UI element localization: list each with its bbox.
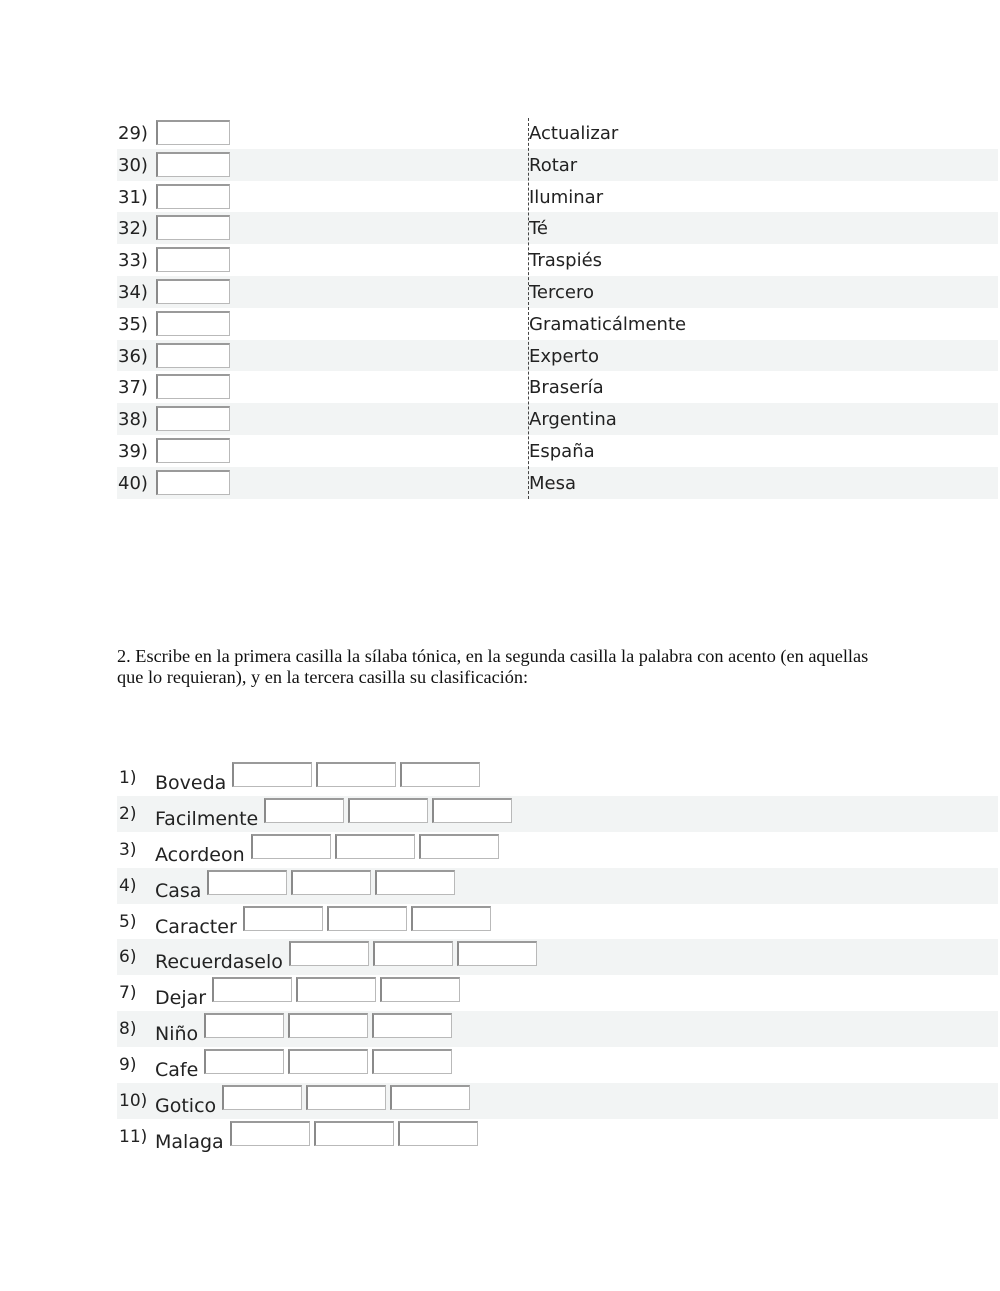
accented-word-input[interactable] (291, 870, 371, 895)
row-number: 1) (119, 768, 137, 788)
word-label: Boveda (155, 772, 227, 794)
exercise-row (117, 1047, 998, 1083)
instructions-text: 2. Escribe en la primera casilla la sílaba tónica, en la segunda casilla la palabra con acento (en aquellas que lo requieran), y en la tercera casilla su clasificación: (117, 646, 869, 687)
row-number: 33) (118, 250, 148, 272)
answer-box-group (204, 1013, 456, 1038)
classification-input[interactable] (372, 1013, 452, 1038)
match-row (117, 212, 998, 244)
word-label: Recuerdaselo (155, 951, 283, 974)
word-label: Té (529, 218, 549, 240)
word-label: Malaga (155, 1130, 224, 1153)
answer-box-group (264, 798, 516, 823)
exercise-row (117, 760, 998, 796)
match-row (117, 340, 998, 372)
answer-box-group (207, 870, 459, 895)
answer-box-group (212, 977, 464, 1002)
answer-input[interactable] (156, 470, 230, 495)
accented-word-input[interactable] (306, 1085, 386, 1110)
word-label: Gramaticálmente (529, 313, 687, 335)
match-row (117, 276, 998, 308)
answer-input[interactable] (156, 374, 230, 399)
column-divider (528, 118, 529, 499)
answer-box-group (204, 1049, 456, 1074)
answer-box-group (243, 906, 495, 931)
answer-box-group (289, 941, 541, 966)
row-number: 5) (119, 911, 137, 932)
word-label: Facilmente (155, 807, 259, 830)
answer-box-group (251, 834, 503, 859)
accented-word-input[interactable] (373, 941, 453, 966)
word-label: Casa (155, 879, 202, 902)
answer-input[interactable] (156, 438, 230, 463)
accented-word-input[interactable] (327, 906, 407, 931)
accented-word-input[interactable] (314, 1121, 394, 1146)
tonic-syllable-input[interactable] (264, 798, 344, 823)
word-label: Traspiés (529, 250, 603, 272)
row-number: 39) (118, 440, 148, 462)
exercise-row (117, 796, 998, 832)
word-label: Brasería (529, 377, 604, 399)
tonic-syllable-input[interactable] (289, 941, 369, 966)
word-label: Dejar (155, 987, 207, 1010)
row-number: 38) (118, 409, 148, 431)
word-label: Caracter (155, 915, 237, 938)
answer-box-group (230, 1121, 482, 1146)
classification-input[interactable] (432, 798, 512, 823)
classification-input[interactable] (411, 906, 491, 931)
word-label: Actualizar (529, 123, 619, 144)
answer-input[interactable] (156, 247, 230, 272)
exercise-row (117, 832, 998, 868)
classification-input[interactable] (372, 1049, 452, 1074)
row-number: 31) (118, 186, 148, 208)
accented-word-input[interactable] (288, 1013, 368, 1038)
answer-box-group (222, 1085, 474, 1110)
tonic-syllable-input[interactable] (251, 834, 331, 859)
row-number: 35) (118, 313, 148, 335)
word-label: Rotar (529, 154, 578, 176)
answer-input[interactable] (156, 343, 230, 368)
tonic-syllable-input[interactable] (243, 906, 323, 931)
answer-input[interactable] (156, 279, 230, 304)
word-label: Iluminar (529, 186, 604, 208)
tonic-syllable-input[interactable] (232, 762, 312, 787)
word-label: Tercero (529, 281, 595, 303)
tonic-syllable-input[interactable] (204, 1049, 284, 1074)
word-label: Cafe (155, 1059, 199, 1082)
classification-input[interactable] (400, 762, 480, 787)
row-number: 3) (119, 839, 137, 860)
exercise-row (117, 975, 998, 1011)
classification-input[interactable] (390, 1085, 470, 1110)
answer-input[interactable] (156, 311, 230, 336)
accented-word-input[interactable] (316, 762, 396, 787)
row-number: 7) (119, 983, 137, 1004)
word-label: Argentina (529, 409, 617, 431)
classification-input[interactable] (419, 834, 499, 859)
classification-input[interactable] (380, 977, 460, 1002)
row-number: 40) (118, 472, 148, 494)
classification-input[interactable] (457, 941, 537, 966)
row-number: 32) (118, 218, 148, 240)
matching-list (117, 117, 998, 499)
tonic-syllable-input[interactable] (212, 977, 292, 1002)
answer-input[interactable] (156, 152, 230, 177)
row-number: 10) (119, 1091, 148, 1112)
tonic-syllable-input[interactable] (222, 1085, 302, 1110)
tonic-syllable-input[interactable] (204, 1013, 284, 1038)
exercise-row (117, 939, 998, 975)
word-label: Mesa (529, 472, 577, 494)
row-number: 8) (119, 1019, 137, 1040)
answer-input[interactable] (156, 215, 230, 240)
match-row (117, 149, 998, 181)
match-row (117, 117, 998, 149)
accented-word-input[interactable] (335, 834, 415, 859)
row-number: 6) (119, 947, 137, 968)
word-label: España (529, 440, 595, 462)
word-label: Gotico (155, 1095, 217, 1118)
row-number: 2) (119, 803, 137, 824)
row-number: 29) (118, 123, 148, 144)
row-number: 4) (119, 875, 137, 896)
answer-input[interactable] (156, 120, 230, 145)
row-number: 9) (119, 1055, 137, 1076)
answer-box-group (232, 762, 484, 787)
word-label: Acordeon (155, 843, 245, 866)
accented-word-input[interactable] (288, 1049, 368, 1074)
match-row (117, 403, 998, 435)
match-row (117, 467, 998, 499)
row-number: 30) (118, 154, 148, 176)
classification-input[interactable] (375, 870, 455, 895)
match-row (117, 371, 998, 403)
exercise-row (117, 1083, 998, 1119)
tonic-syllable-input[interactable] (230, 1121, 310, 1146)
exercise-row (117, 904, 998, 940)
match-row (117, 435, 998, 467)
row-number: 34) (118, 281, 148, 303)
answer-input[interactable] (156, 184, 230, 209)
match-row (117, 181, 998, 213)
exercise-row (117, 1119, 998, 1155)
word-label: Niño (155, 1023, 199, 1046)
match-row (117, 308, 998, 340)
row-number: 37) (118, 377, 148, 399)
tonic-syllable-input[interactable] (207, 870, 287, 895)
answer-input[interactable] (156, 406, 230, 431)
row-number: 36) (118, 345, 148, 367)
classification-input[interactable] (398, 1121, 478, 1146)
accented-word-input[interactable] (296, 977, 376, 1002)
syllable-exercise-list (117, 760, 998, 1155)
accented-word-input[interactable] (348, 798, 428, 823)
row-number: 11) (119, 1126, 148, 1147)
word-label: Experto (529, 345, 599, 367)
match-row (117, 244, 998, 276)
exercise-row (117, 1011, 998, 1047)
exercise-row (117, 868, 998, 904)
